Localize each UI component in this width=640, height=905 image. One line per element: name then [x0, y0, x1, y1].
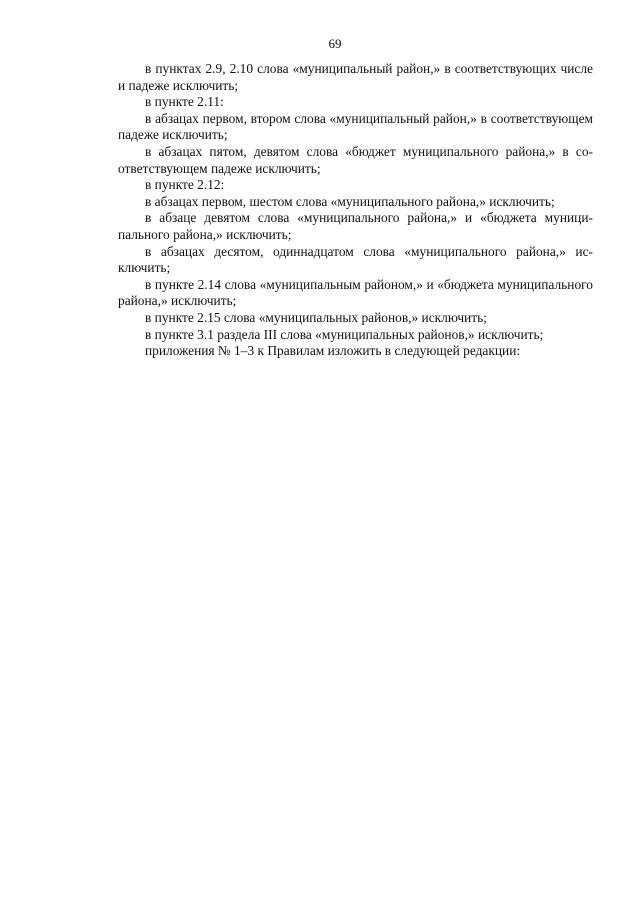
paragraph: в абзацах первом, втором слова «муниципальный район,» в соответствующем падеже исключить;	[118, 110, 593, 143]
paragraph: в абзацах пятом, девятом слова «бюджет муниципального района,» в соответствующем падеже исключить;	[118, 143, 593, 176]
paragraph: в пунктах 2.9, 2.10 слова «муниципальный район,» в соответствующих числе и падеже исключить;	[118, 61, 593, 93]
paragraph: в пункте 2.15 слова «муниципальных районов,» исключить;	[145, 309, 487, 325]
page-number: 69	[328, 36, 342, 51]
paragraph: в пункте 2.11:	[145, 94, 224, 110]
paragraph: в пункте 2.14 слова «муниципальным районом,» и «бюджета муниципального района,» исключить;	[118, 276, 593, 309]
paragraph: в абзацах десятом, одиннадцатом слова «муниципального района,» исключить;	[118, 243, 593, 276]
paragraph: приложения № 1–3 к Правилам изложить в следующей редакции:	[145, 343, 521, 359]
paragraph: в абзаце девятом слова «муниципального района,» и «бюджета муниципального района,» исключить;	[118, 210, 593, 242]
paragraph: в пункте 3.1 раздела III слова «муниципальных районов,» исключить;	[145, 326, 544, 342]
document-body	[118, 61, 593, 360]
paragraph: в абзацах первом, шестом слова «муниципального района,» исключить;	[145, 193, 555, 209]
paragraph: в пункте 2.12:	[145, 177, 225, 193]
